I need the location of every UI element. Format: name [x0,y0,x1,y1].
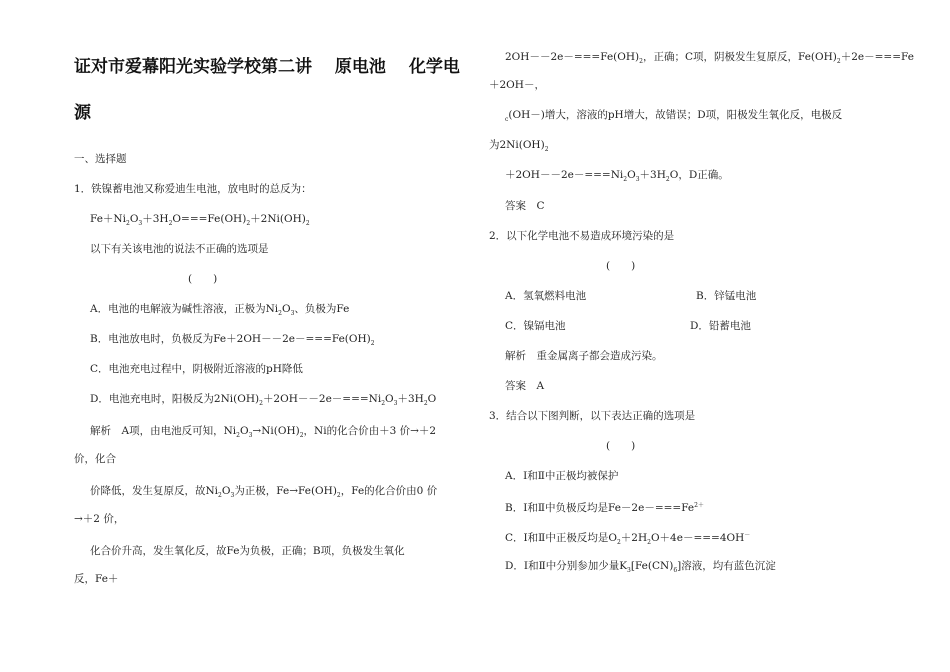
q1-option-d [90,392,436,411]
r-sub: 2 [665,176,670,183]
q1-opt-a-text: O [281,303,291,315]
q3-opt-b-sup: 2＋ [694,502,704,509]
q3-opt-d-sub: 3 [627,567,631,574]
q1-equation [90,212,310,231]
r-text: (OH－)增大，溶液的pH增大，故错误；D项，阳极发生氧化反，电极反 [508,109,843,121]
q3-opt-d-sub: 6 [673,567,678,574]
q1-an-text: →Ni(OH) [252,425,300,437]
q1-an-text: ，Fe的化合价由0 价 [340,485,438,497]
q3-option-a: A．Ⅰ和Ⅱ中正极均被保护 [505,470,619,482]
q1-an-sub: 2 [299,432,304,439]
q1-an-text: O [239,425,249,437]
q2-option-b: B．锌锰电池 [696,290,757,302]
q1-an-text: O [221,485,231,497]
q3-opt-c-sub: 2 [647,539,651,546]
q1-option-b [90,332,375,351]
q3-opt-c-text: ＋2H [620,532,648,544]
r-sub: 2 [836,58,841,65]
r-sub: 2 [639,58,643,65]
q3-opt-c-text: O＋4e－===4OH [650,532,745,544]
r-text: O [627,169,636,181]
q1-an-text: 解析 A项，由电池反可知，Ni [90,425,237,437]
q1-an-sub: 2 [218,492,222,499]
q1-analysis-line4: →＋2 价， [74,513,125,525]
q3-opt-b-text: B．Ⅰ和Ⅱ中负极反均是Fe－2e－===Fe [505,502,695,514]
r-text: O，D正确。 [669,169,729,181]
q1-eq-sub: 2 [168,220,173,227]
q3-option-d [505,559,776,578]
q1-analysis-line2: 价，化合 [74,453,116,465]
q1-analysis-line1 [90,424,436,443]
q3-option-c [505,529,750,550]
document-title-line1: 证对市爱幕阳光实验学校第二讲 原电池 化学电 [74,57,460,77]
q3-opt-d-text: [Fe(CN) [630,560,674,572]
q1-opt-b-text: B．电池放电时，负极反为Fe＋2OH－－2e－===Fe(OH) [90,333,371,345]
q3-stem: 3．结合以下图判断，以下表达正确的选项是 [489,410,696,422]
r-text: 2OH－－2e－===Fe(OH) [505,51,640,63]
q1-eq-sub: 2 [125,220,130,227]
q1-analysis-cont-line5 [505,168,729,187]
q1-eq-sub: 2 [305,220,310,227]
q1-stem: 1．铁镍蓄电池又称爱迪生电池，放电时的总反为： [74,183,312,195]
r-prefix: c [505,116,509,123]
r-text: ＋2e－===Fe [840,51,914,63]
q1-option-c: C．电池充电过程中，阴极附近溶液的pH降低 [90,363,303,375]
section-heading: 一、选择题 [74,153,127,165]
q1-opt-a-sub: 2 [278,310,282,317]
q3-option-b [505,499,704,515]
q3-opt-c-sub: 2 [616,539,621,546]
r-sub: 2 [544,146,549,153]
q1-opt-d-sub: 2 [423,400,428,407]
q1-answer-paren: ( ) [188,273,218,285]
q1-eq-part: O===Fe(OH) [172,213,247,225]
q1-analysis-cont-line2: ＋2OH－， [489,79,545,91]
q1-an-text: ，Ni的化合价由＋3 价→＋2 [303,425,437,437]
q1-eq-part: O [129,213,139,225]
q1-eq-part: ＋2Ni(OH) [250,213,306,225]
q1-opt-d-text: O [427,393,437,405]
q1-opt-d-sub: 2 [381,400,386,407]
q1-eq-part: Fe＋Ni [90,213,126,225]
q1-analysis-cont-line1 [505,50,914,69]
q1-analysis-cont-line4 [489,138,549,157]
r-sub: 2 [623,176,628,183]
q1-opt-a-sub: 3 [290,310,295,317]
q3-opt-c-sup: － [744,532,751,539]
q2-analysis: 解析 重金属离子都会造成污染。 [505,350,663,362]
q1-an-sub: 2 [336,492,341,499]
q1-eq-sub: 3 [138,220,143,227]
r-text: ，正确；C项，阴极发生复原反，Fe(OH) [642,51,837,63]
q1-an-text: 价降低，发生复原反，故Ni [90,485,219,497]
q1-analysis-line6: 反，Fe＋ [74,573,119,585]
q1-eq-sub: 2 [246,220,251,227]
q1-opt-d-sub: 2 [259,400,263,407]
q2-answer: 答案 A [505,380,545,392]
q3-opt-d-text: D．Ⅰ和Ⅱ中分别参加少量K [505,560,628,572]
q2-stem: 2．以下化学电池不易造成环境污染的是 [489,230,675,242]
q2-option-d: D．铅蓄电池 [690,320,751,332]
q1-answer: 答案 C [505,200,545,212]
q1-option-a [90,302,349,321]
q1-opt-d-text: D．电池充电时，阳极反为2Ni(OH) [90,393,260,405]
r-text: ＋3H [639,169,666,181]
q2-option-a: A．氢氧燃料电池 [505,290,587,302]
q1-an-text: 为正极，Fe→Fe(OH) [234,485,337,497]
q1-opt-d-sub: 3 [393,400,398,407]
r-text: ＋2OH－－2e－===Ni [505,169,624,181]
q3-answer-paren: ( ) [606,440,636,452]
q1-analysis-line3 [90,484,437,503]
q2-option-c: C．镍镉电池 [505,320,566,332]
q1-opt-a-text: A．电池的电解液为碱性溶液，正极为Ni [90,303,279,315]
q1-analysis-cont-line3 [505,108,842,127]
q1-an-sub: 3 [248,432,253,439]
q1-opt-a-text: 、负极为Fe [294,303,350,315]
q3-opt-d-text: ]溶液，均有蓝色沉淀 [677,560,776,572]
q3-opt-c-text: C．Ⅰ和Ⅱ中正极反均是O [505,532,617,544]
q1-an-sub: 2 [236,432,240,439]
q2-answer-paren: ( ) [606,260,636,272]
q1-opt-b-sub: 2 [370,340,375,347]
q1-analysis-line5: 化合价升高，发生氧化反，故Fe为负极，正确；B项，负极发生氧化 [90,545,405,557]
q1-opt-d-text: O [385,393,394,405]
q1-opt-d-text: ＋2OH－－2e－===Ni [262,393,382,405]
q1-opt-d-text: ＋3H [397,393,424,405]
q1-an-sub: 3 [230,492,235,499]
q1-ask: 以下有关该电池的说法不正确的选项是 [90,243,269,255]
r-text: 为2Ni(OH) [489,139,545,151]
document-title-line2: 源 [74,103,91,123]
q1-eq-part: ＋3H [142,213,169,225]
r-sub: 3 [635,176,640,183]
